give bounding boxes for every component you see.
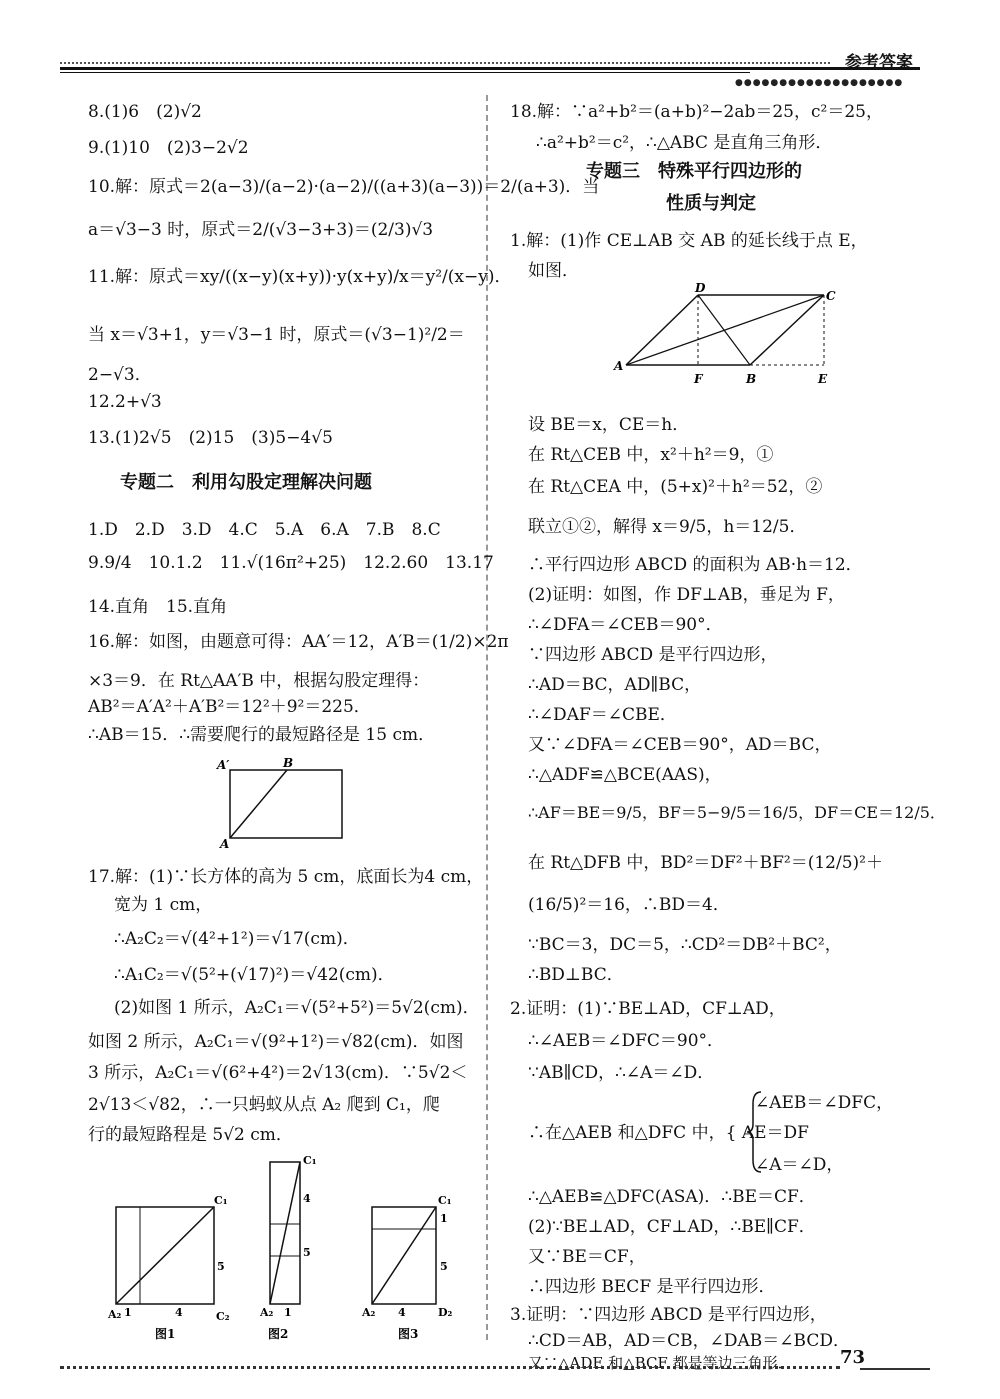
answer-line: ∴AD＝BC，AD∥BC， (528, 675, 702, 695)
fig3-one-label: 1 (440, 1212, 448, 1225)
answer-line: 在 Rt△CEA 中，(5+x)²＋h²＝52，② (528, 477, 823, 497)
label-a: A (614, 359, 624, 373)
fig3-d2-label: D₂ (438, 1306, 453, 1319)
section-title: 专题二 利用勾股定理解决问题 (120, 472, 372, 493)
answer-line: 9.(1)10 (2)3−2√2 (88, 138, 249, 158)
answer-line: ∠AEB＝∠DFC， (755, 1093, 894, 1113)
answer-line: 行的最短路程是 5√2 cm． (88, 1125, 293, 1145)
answer-line: 12.2+√3 (88, 392, 162, 412)
fig1-a2-label: A₂ (108, 1308, 122, 1321)
answer-line: ∴A₁C₂＝√(5²+(√17)²)＝√42(cm)． (114, 965, 395, 985)
fig3-a2-label: A₂ (362, 1306, 376, 1319)
answer-line: ∵AB∥CD，∴∠A＝∠D． (528, 1063, 715, 1083)
answer-line: 联立①②，解得 x＝9/5，h＝12/5． (528, 517, 807, 537)
answer-line: ∵BC＝3，DC＝5，∴CD²＝DB²＋BC²， (528, 935, 842, 955)
answer-line: ∴AF＝BE＝9/5，BF＝5−9/5＝16/5，DF＝CE＝12/5． (528, 803, 946, 822)
answer-line: 设 BE＝x，CE＝h． (528, 415, 690, 435)
answer-line: 13.(1)2√5 (2)15 (3)5−4√5 (88, 428, 333, 448)
label-a: A (220, 837, 230, 850)
answer-line: 宽为 1 cm， (114, 895, 213, 915)
answer-line: 在 Rt△DFB 中，BD²＝DF²＋BF²＝(12/5)²＋ (528, 853, 883, 873)
header-title: 参考答案 (845, 53, 913, 73)
answer-line: ∴四边形 BECF 是平行四边形． (528, 1277, 776, 1297)
footer-rule (860, 1368, 930, 1370)
answer-line: (2)证明：如图，作 DF⊥AB，垂足为 F， (528, 585, 845, 605)
answer-line: ∴∠DFA＝∠CEB＝90°． (528, 615, 723, 635)
header-rule-thin (60, 72, 750, 73)
answer-line: ∴平行四边形 ABCD 的面积为 AB·h＝12． (528, 555, 863, 575)
fig1-four-label: 4 (175, 1306, 183, 1319)
header-rule (60, 67, 920, 70)
answer-line: ∵四边形 ABCD 是平行四边形， (528, 645, 778, 665)
fig2-a2-label: A₂ (260, 1306, 274, 1319)
answer-line: 又∵∠DFA＝∠CEB＝90°，AD＝BC， (528, 735, 832, 755)
answer-line: 如图 2 所示，A₂C₁＝√(9²+1²)＝√82(cm)．如图 (88, 1032, 464, 1052)
answer-line: 14.直角 15.直角 (88, 597, 228, 617)
answer-line: ∴A₂C₂＝√(4²+1²)＝√17(cm)． (114, 929, 360, 949)
header-beads-decoration: ●●●●●●●●●●●●●●●●●●● (735, 78, 904, 88)
answer-line: 18.解：∵a²+b²＝(a+b)²−2ab＝25，c²＝25， (510, 102, 883, 122)
figure-parallelogram (612, 280, 842, 405)
fig1-five-label: 5 (217, 1260, 225, 1273)
answer-line: 当 x＝√3+1，y＝√3−1 时，原式＝(√3−1)²/2＝ (88, 325, 465, 345)
fig2-c1-label: C₁ (303, 1154, 317, 1167)
fig1-one-label: 1 (124, 1306, 132, 1319)
label-e: E (818, 372, 828, 386)
fig1-caption: 图1 (155, 1327, 176, 1341)
answer-line: 2.证明：(1)∵BE⊥AD，CF⊥AD， (510, 999, 786, 1019)
answer-line: 1.D 2.D 3.D 4.C 5.A 6.A 7.B 8.C (88, 520, 441, 540)
answer-line: a＝√3−3 时，原式＝2/(√3−3+3)＝(2/3)√3 (88, 220, 434, 240)
answer-line: 9.9/4 10.1.2 11.√(16π²+25) 12.2.60 13.17 (88, 553, 494, 573)
answer-line: 11.解：原式＝xy/((x−y)(x+y))·y(x+y)/x＝y²/(x−y)． (88, 267, 512, 287)
answer-line: 1.解：(1)作 CE⊥AB 交 AB 的延长线于点 E， (510, 231, 868, 251)
answer-line: ×3＝9．在 Rt△AA′B 中，根据勾股定理得： (88, 671, 430, 691)
answer-line: ∴∠DAF＝∠CBE． (528, 705, 677, 725)
section-title: 专题三 特殊平行四边形的 (586, 161, 802, 182)
answer-line: 8.(1)6 (2)√2 (88, 102, 202, 122)
fig1-c2-label: C₂ (216, 1310, 230, 1323)
fig3-c1-label: C₁ (438, 1194, 452, 1207)
footer-dotted-rule (60, 1366, 840, 1369)
answer-line: (16/5)²＝16，∴BD＝4． (528, 895, 730, 915)
label-b: B (746, 372, 757, 386)
answer-line: 如图． (528, 261, 579, 281)
answer-line: ∴AB＝15．∴需要爬行的最短路径是 15 cm． (88, 725, 436, 745)
answer-line: ∴△AEB≌△DFC(ASA)．∴BE＝CF． (528, 1187, 816, 1207)
label-d: D (695, 281, 706, 295)
answer-line: ∴△ADF≌△BCE(AAS)， (528, 765, 722, 785)
header-dotted-rule (60, 62, 830, 64)
answer-line: 3.证明：∵四边形 ABCD 是平行四边形， (510, 1305, 827, 1325)
answer-line: 10.解：原式＝2(a−3)/(a−2)·(a−2)/((a+3)(a−3))＝2/(a+3)．当 (88, 177, 600, 197)
answer-line: AB²＝A′A²＋A′B²＝12²＋9²＝225． (88, 697, 371, 717)
label-c: C (826, 289, 836, 303)
fig2-one-label: 1 (284, 1306, 292, 1319)
fig2-caption: 图2 (268, 1327, 289, 1341)
answer-line: 17.解：(1)∵长方体的高为 5 cm，底面长为4 cm， (88, 867, 484, 887)
answer-line: ∴BD⊥BC． (528, 965, 624, 985)
answer-line: 16.解：如图，由题意可得：AA′＝12，A′B＝(1/2)×2π (88, 632, 509, 652)
label-f: F (694, 372, 703, 386)
section-title: 性质与判定 (666, 193, 756, 214)
fig3-four-label: 4 (398, 1306, 406, 1319)
fig2-five-label: 5 (303, 1246, 311, 1259)
page-number: 73 (840, 1347, 866, 1368)
answer-line: (2)如图 1 所示，A₂C₁＝√(5²+5²)＝5√2(cm)． (114, 998, 480, 1018)
answer-line: 又∵BE＝CF， (528, 1247, 646, 1267)
label-b: B (283, 756, 294, 770)
answer-line: ∴在△AEB 和△DFC 中，{ AE＝DF (528, 1123, 809, 1143)
answer-line: 2√13＜√82，∴一只蚂蚁从点 A₂ 爬到 C₁，爬 (88, 1095, 440, 1115)
fig3-five-label: 5 (440, 1260, 448, 1273)
answer-line: ∴CD＝AB，AD＝CB，∠DAB＝∠BCD． (528, 1331, 850, 1351)
answer-line: 又∵△ADE 和△BCF 都是等边三角形． (528, 1354, 793, 1372)
brace-icon (745, 1090, 765, 1174)
fig2-four-label: 4 (303, 1192, 311, 1205)
answer-line: 在 Rt△CEB 中，x²＋h²＝9，① (528, 445, 774, 465)
label-a-prime: A′ (217, 758, 230, 772)
fig3-caption: 图3 (398, 1327, 419, 1341)
figure-problem-17 (100, 1150, 480, 1345)
figure-problem-16 (215, 755, 350, 850)
answer-line: 2−√3． (88, 365, 152, 385)
answer-line: (2)∵BE⊥AD，CF⊥AD，∴BE∥CF． (528, 1217, 816, 1237)
answer-line: ∴∠AEB＝∠DFC＝90°． (528, 1031, 725, 1051)
fig1-c1-label: C₁ (214, 1194, 228, 1207)
answer-line: ∠A＝∠D， (755, 1155, 844, 1175)
answer-line: 3 所示，A₂C₁＝√(6²+4²)＝2√13(cm)．∵5√2＜ (88, 1063, 468, 1083)
answer-line: ∴a²+b²＝c²，∴△ABC 是直角三角形． (536, 133, 833, 153)
